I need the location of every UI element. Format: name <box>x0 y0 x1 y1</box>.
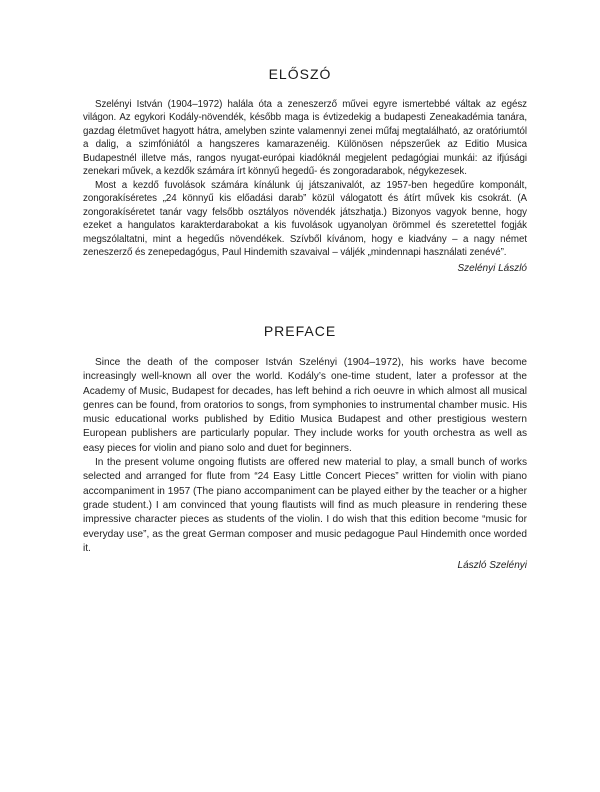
hungarian-paragraph-1: Szelényi István (1904–1972) halála óta a zeneszerző művei egyre ismertebbé váltak az egész világon. Az egykori Kodály-növendék, később maga is évtizedekig a budapesti Zeneakadémia tanára, gazdag életművet hagyott hátra, amelyben szinte valamennyi zenei műfaj megtalálható, az oratóriumtól a dalig, a szimfóniától a hangszeres kamarazenéig. Különösen népszerűek az Editio Musica Budapestnél illetve más, rangos nyugat-európai kiadóknál megjelent pedagógiai munkái: az ifjúsági zenekari művek, a kezdők számára írt könnyű hegedű- és zongoradarabok, négykezesek. <box>83 99 527 178</box>
english-paragraph-1: Since the death of the composer István Szelényi (1904–1972), his works have become increasingly well-known all over the world. Kodály’s one-time student, later a professor at the Academy of Music, Budapest for decades, has left behind a rich oeuvre in which almost all musical genres can be found, from oratorios to songs, from symphonies to instrumental chamber music. His music educational works published by Editio Musica Budapest and other prestigious western European publishers are particularly popular. They include works for youth orchestra as well as easy pieces for violin and piano solo and duet for beginners. <box>83 357 527 454</box>
english-preface-title: PREFACE <box>263 323 337 339</box>
english-signature: László Szelényi <box>457 560 527 572</box>
hungarian-signature: Szelényi László <box>457 263 527 275</box>
english-paragraph-2: In the present volume ongoing flutists are offered new material to play, a small bunch of works selected and arranged for flute from “24 Easy Little Concert Pieces” written for violin with piano accompaniment in 1957 (The piano accompaniment can be played either by the teacher or a higher grade student.) I am convinced that young flautists will find as much pleasure in rendering these impressive character pieces as students of the violin. I do wish that this edition become “music for everyday use”, as the great German composer and music pedagogue Paul Hindemith once worded it. <box>83 457 527 554</box>
english-preface-section <box>83 356 527 572</box>
hungarian-preface-section <box>83 98 527 275</box>
hungarian-preface-title: ELŐSZÓ <box>268 66 332 82</box>
hungarian-paragraph-2: Most a kezdő fuvolások számára kínálunk új játszanivalót, az 1957-ben hegedűre komponált, zongorakíséretes „24 könnyű kis előadási darab” közül válogatott és átírt művek kis csokrát. (A zongorakíséretet tanár vagy felsőbb osztályos növendék játszhatja.) Bizonyos vagyok benne, hogy ezeket a hangulatos karakterdarabokat a kis fuvolások ugyanolyan örömmel és szeretettel fogják megszólaltatni, mint a hegedűs növendékek. Szívből kívánom, hogy e kiadvány – a nagy német zeneszerző és zenepedagógus, Paul Hindemith szavaival – váljék „mindennapi használati zenévé”. <box>83 179 527 258</box>
